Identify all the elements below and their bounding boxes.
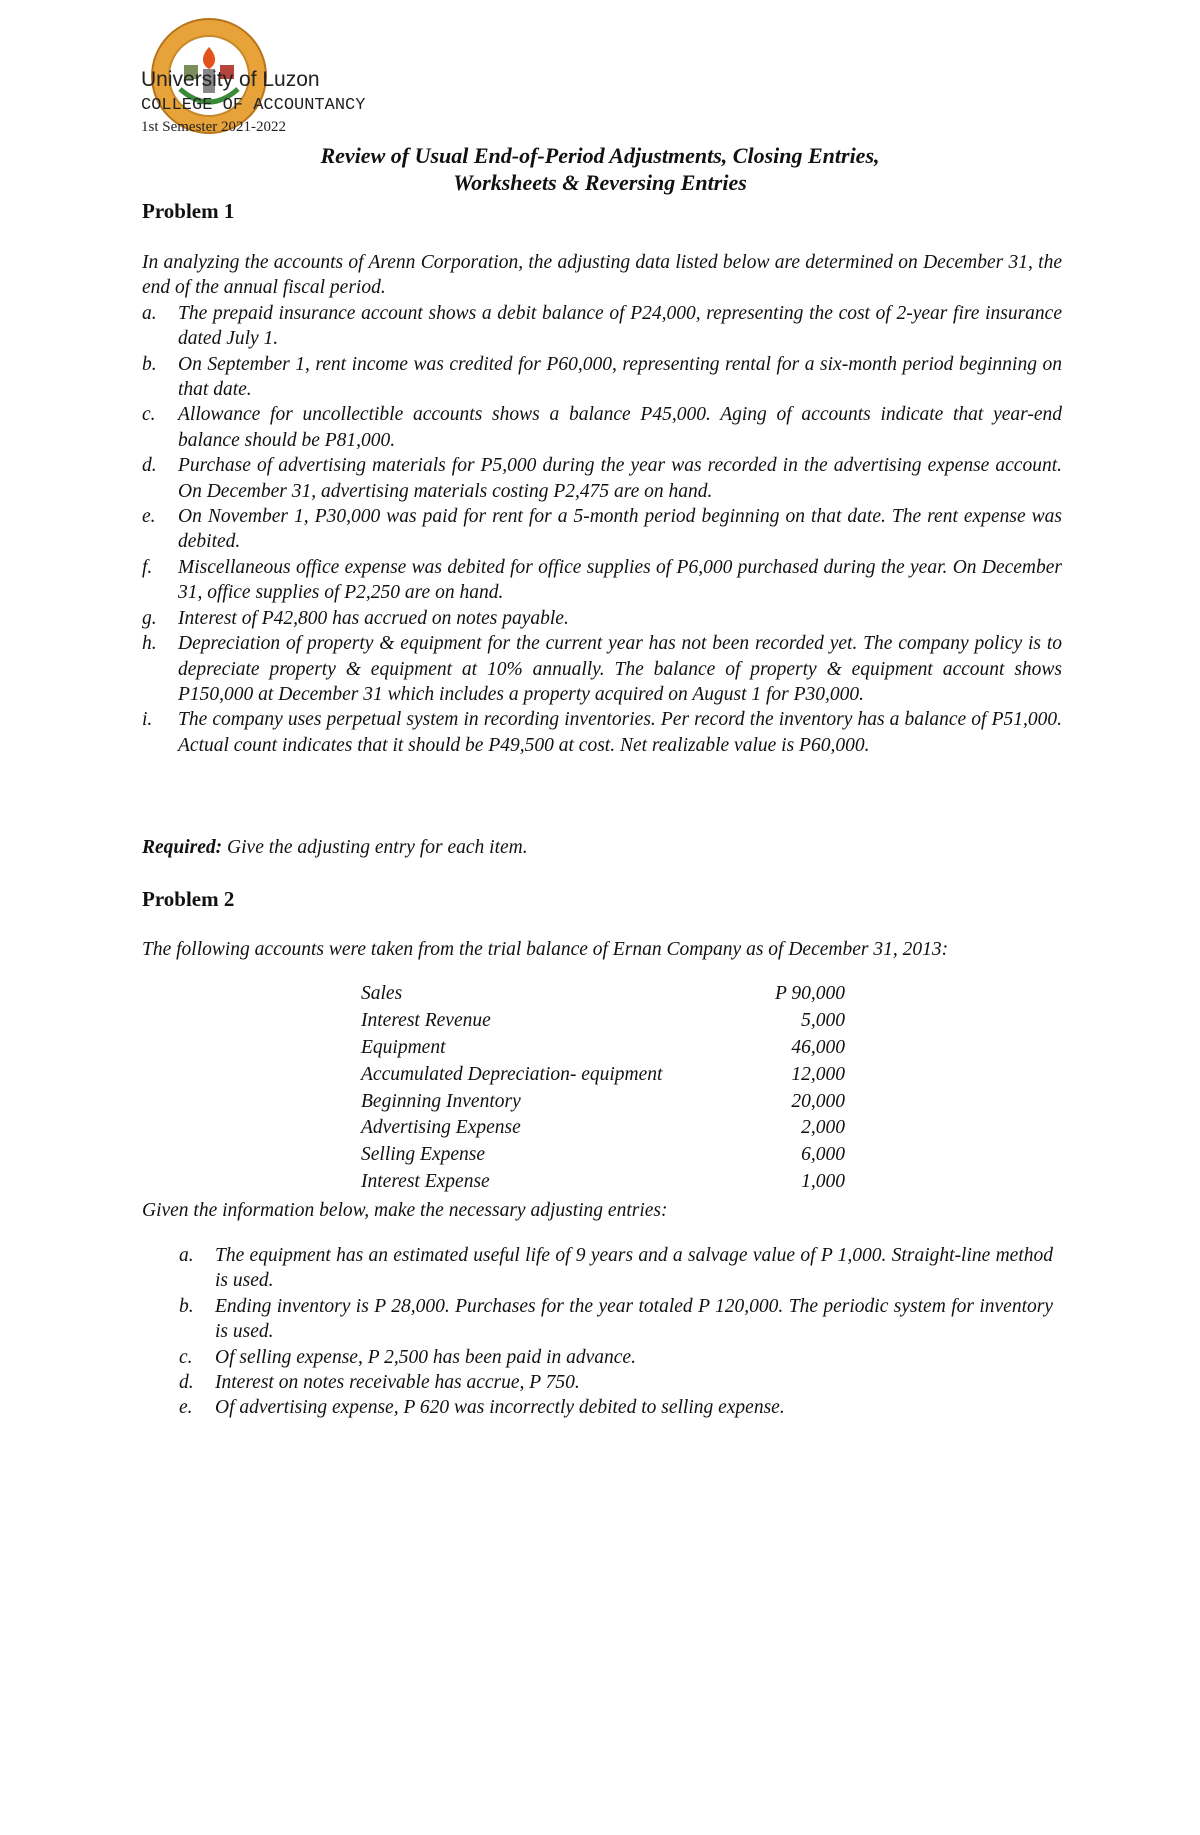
item-text: The equipment has an estimated useful life of 9 years and a salvage value of P 1,000. Straight-line method is used. <box>215 1245 1053 1292</box>
item-text: Miscellaneous office expense was debited for office supplies of P6,000 purchased during the year. On December 31, office supplies of P2,250 are on hand. <box>178 556 1062 604</box>
problem2-intro: The following accounts were taken from the trial balance of Ernan Company as of December 31, 2013: <box>142 939 949 960</box>
item-marker: d. <box>142 455 157 477</box>
problem2-items <box>179 1243 1053 1421</box>
table-row <box>361 1089 845 1116</box>
account-amount: 1,000 <box>801 1171 845 1193</box>
table-row <box>361 1115 845 1142</box>
trial-balance-table <box>361 981 845 1196</box>
item-text: Depreciation of property & equipment for the current year has not been recorded yet. The company policy is to depreciate property & equipment at 10% annually. The balance of property & equipment account shows P150,000 at December 31 which includes a property acquired on August 1 for P30,000. <box>178 633 1062 705</box>
item-text: The company uses perpetual system in recording inventories. Per record the inventory has a balance of P51,000. Actual count indicates that it should be P49,500 at cost. Net realizable value is P60,000. <box>178 709 1062 756</box>
account-name: Beginning Inventory <box>361 1090 521 1112</box>
list-item <box>179 1395 1053 1420</box>
required-label: Required: <box>142 837 223 858</box>
list-item <box>142 402 1062 453</box>
account-amount: 46,000 <box>791 1036 845 1058</box>
item-marker: c. <box>179 1346 193 1368</box>
account-amount: 12,000 <box>791 1063 845 1085</box>
account-name: Accumulated Depreciation- equipment <box>361 1063 663 1085</box>
list-item <box>142 301 1062 352</box>
required-text: Give the adjusting entry for each item. <box>222 837 528 858</box>
list-item <box>142 555 1062 606</box>
problem2-heading: Problem 2 <box>142 887 235 911</box>
problem1-heading: Problem 1 <box>142 199 235 223</box>
item-text: The prepaid insurance account shows a debit balance of P24,000, representing the cost of 2-year fire insurance dated July 1. <box>178 302 1062 350</box>
item-marker: b. <box>179 1295 194 1317</box>
item-text: Of selling expense, P 2,500 has been paid in advance. <box>215 1346 636 1368</box>
semester-label: 1st Semester 2021-2022 <box>141 119 286 135</box>
document-title-line2: Worksheets & Reversing Entries <box>453 170 747 195</box>
item-text: Purchase of advertising materials for P5,000 during the year was recorded in the advertising expense account. On December 31, advertising materials costing P2,475 are on hand. <box>178 455 1062 502</box>
account-name: Interest Expense <box>361 1171 490 1193</box>
list-item <box>142 707 1062 758</box>
item-marker: a. <box>179 1245 194 1266</box>
account-amount: P 90,000 <box>774 983 845 1004</box>
problem1-intro: In analyzing the accounts of Arenn Corporation, the adjusting data listed below are determined on December 31, the end of the annual fiscal period. <box>142 252 1062 299</box>
problem1-required <box>142 835 1062 860</box>
item-marker: e. <box>179 1397 193 1419</box>
problem1-body <box>142 250 1062 758</box>
item-marker: e. <box>142 506 156 528</box>
item-marker: i. <box>142 709 153 731</box>
account-name: Equipment <box>361 1036 446 1058</box>
list-item <box>142 504 1062 555</box>
item-marker: a. <box>142 302 157 324</box>
university-name: University of Luzon <box>141 68 320 91</box>
table-row <box>361 1169 845 1196</box>
table-row <box>361 1142 845 1169</box>
college-name: COLLEGE OF ACCOUNTANCY <box>141 96 366 115</box>
list-item <box>179 1243 1053 1294</box>
item-text: Of advertising expense, P 620 was incorrectly debited to selling expense. <box>215 1397 785 1419</box>
item-text: Ending inventory is P 28,000. Purchases for the year totaled P 120,000. The periodic system for inventory is used. <box>215 1295 1053 1343</box>
account-amount: 2,000 <box>801 1117 845 1139</box>
item-text: On November 1, P30,000 was paid for rent for a 5-month period beginning on that date. The rent expense was debited. <box>178 506 1062 553</box>
list-item <box>142 453 1062 504</box>
account-amount: 20,000 <box>791 1090 845 1112</box>
account-amount: 6,000 <box>801 1144 845 1166</box>
list-item <box>179 1294 1053 1345</box>
item-text: Allowance for uncollectible accounts shows a balance P45,000. Aging of accounts indicate that year-end balance should be P81,000. <box>178 404 1062 451</box>
item-text: On September 1, rent income was credited for P60,000, representing rental for a six-month period beginning on that date. <box>178 353 1062 401</box>
list-item <box>142 606 1062 631</box>
account-name: Advertising Expense <box>361 1117 521 1139</box>
item-marker: d. <box>179 1372 194 1394</box>
item-marker: c. <box>142 404 156 426</box>
item-marker: g. <box>142 607 157 629</box>
list-item <box>142 631 1062 707</box>
list-item <box>179 1370 1053 1395</box>
table-row <box>361 1035 845 1062</box>
table-row <box>361 1008 845 1035</box>
table-row <box>361 1062 845 1089</box>
item-marker: f. <box>142 556 153 578</box>
document-title-line1: Review of Usual End-of-Period Adjustments, Closing Entries, <box>320 143 880 168</box>
table-row <box>361 981 845 1008</box>
item-text: Interest of P42,800 has accrued on notes payable. <box>178 607 569 629</box>
list-item <box>179 1345 1053 1370</box>
account-name: Interest Revenue <box>361 1009 491 1031</box>
account-name: Selling Expense <box>361 1144 485 1166</box>
item-text: Interest on notes receivable has accrue, P 750. <box>215 1372 580 1394</box>
problem1-items <box>142 301 1062 758</box>
list-item <box>142 352 1062 403</box>
problem2-given: Given the information below, make the necessary adjusting entries: <box>142 1200 668 1221</box>
account-amount: 5,000 <box>801 1009 845 1031</box>
account-name: Sales <box>361 983 403 1004</box>
item-marker: h. <box>142 633 157 655</box>
item-marker: b. <box>142 353 157 375</box>
